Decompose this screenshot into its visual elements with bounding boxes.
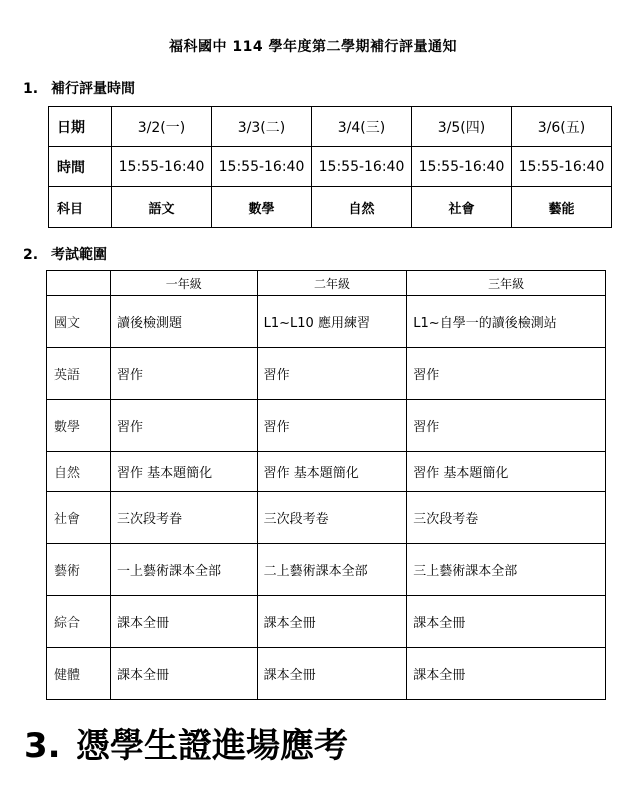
scope-row-integrative bbox=[47, 596, 606, 648]
schedule-time-cell: 15:55-16:40 bbox=[212, 147, 312, 187]
schedule-date-cell: 3/6(五) bbox=[512, 107, 612, 147]
scope-cell: 課本全冊 bbox=[407, 596, 606, 648]
exam-scope-table bbox=[46, 270, 606, 700]
schedule-subject-cell: 社會 bbox=[412, 187, 512, 228]
scope-cell: 習作 基本題簡化 bbox=[257, 452, 407, 492]
scope-subject-cell: 自然 bbox=[47, 452, 111, 492]
section-2-number: 2. bbox=[23, 247, 39, 263]
subject-row-label: 科目 bbox=[49, 187, 112, 228]
scope-cell: 習作 bbox=[257, 400, 407, 452]
scope-cell: 一上藝術課本全部 bbox=[111, 544, 258, 596]
schedule-date-row bbox=[49, 107, 612, 147]
scope-cell: 三次段考卷 bbox=[257, 492, 407, 544]
schedule-subject-cell: 自然 bbox=[312, 187, 412, 228]
scope-subject-cell: 社會 bbox=[47, 492, 111, 544]
schedule-subject-cell: 藝能 bbox=[512, 187, 612, 228]
grade-header-cell: 二年級 bbox=[257, 271, 407, 296]
scope-cell: 二上藝術課本全部 bbox=[257, 544, 407, 596]
scope-subject-cell: 健體 bbox=[47, 648, 111, 700]
grade-header-cell: 三年級 bbox=[407, 271, 606, 296]
header-corner-cell bbox=[47, 271, 111, 296]
scope-cell: 三次段考眷 bbox=[111, 492, 258, 544]
scope-row-english bbox=[47, 348, 606, 400]
scope-cell: L1~L10 應用練習 bbox=[257, 296, 407, 348]
scope-cell: 三次段考卷 bbox=[407, 492, 606, 544]
schedule-subject-row bbox=[49, 187, 612, 228]
schedule-date-cell: 3/5(四) bbox=[412, 107, 512, 147]
scope-subject-cell: 藝術 bbox=[47, 544, 111, 596]
scope-cell: 習作 bbox=[407, 348, 606, 400]
section-1-title: 補行評量時間 bbox=[51, 81, 135, 97]
section-3-title: 憑學生證進場應考 bbox=[76, 726, 348, 766]
scope-subject-cell: 綜合 bbox=[47, 596, 111, 648]
schedule-time-cell: 15:55-16:40 bbox=[112, 147, 212, 187]
scope-cell: 課本全冊 bbox=[257, 596, 407, 648]
schedule-time-cell: 15:55-16:40 bbox=[312, 147, 412, 187]
scope-cell: 習作 bbox=[407, 400, 606, 452]
grade-header-row bbox=[47, 271, 606, 296]
schedule-date-cell: 3/4(三) bbox=[312, 107, 412, 147]
scope-cell: 課本全冊 bbox=[111, 596, 258, 648]
notice-title: 福科國中 114 學年度第二學期補行評量通知 bbox=[169, 39, 457, 55]
scope-row-health-pe bbox=[47, 648, 606, 700]
schedule-time-row bbox=[49, 147, 612, 187]
scope-cell: L1~自學一的讀後檢測站 bbox=[407, 296, 606, 348]
schedule-date-cell: 3/2(一) bbox=[112, 107, 212, 147]
section-1-heading bbox=[23, 78, 135, 98]
scope-cell: 習作 bbox=[111, 400, 258, 452]
scope-row-chinese bbox=[47, 296, 606, 348]
section-2-title: 考試範圍 bbox=[51, 247, 107, 263]
scope-cell: 課本全冊 bbox=[111, 648, 258, 700]
scope-subject-cell: 英語 bbox=[47, 348, 111, 400]
scope-subject-cell: 國文 bbox=[47, 296, 111, 348]
schedule-time-cell: 15:55-16:40 bbox=[512, 147, 612, 187]
scope-row-social bbox=[47, 492, 606, 544]
schedule-table bbox=[48, 106, 612, 228]
section-3-number: 3. bbox=[24, 726, 61, 766]
date-row-label: 日期 bbox=[49, 107, 112, 147]
scope-cell: 習作 bbox=[257, 348, 407, 400]
scope-row-science bbox=[47, 452, 606, 492]
section-3-heading bbox=[24, 724, 348, 768]
scope-subject-cell: 數學 bbox=[47, 400, 111, 452]
scope-cell: 習作 基本題簡化 bbox=[407, 452, 606, 492]
scope-cell: 課本全冊 bbox=[407, 648, 606, 700]
section-2-heading bbox=[23, 244, 107, 264]
scope-cell: 習作 bbox=[111, 348, 258, 400]
time-row-label: 時間 bbox=[49, 147, 112, 187]
scope-cell: 三上藝術課本全部 bbox=[407, 544, 606, 596]
scope-row-math bbox=[47, 400, 606, 452]
section-1-number: 1. bbox=[23, 81, 39, 97]
scope-cell: 習作 基本題簡化 bbox=[111, 452, 258, 492]
scope-cell: 課本全冊 bbox=[257, 648, 407, 700]
schedule-date-cell: 3/3(二) bbox=[212, 107, 312, 147]
grade-header-cell: 一年級 bbox=[111, 271, 258, 296]
schedule-time-cell: 15:55-16:40 bbox=[412, 147, 512, 187]
schedule-subject-cell: 數學 bbox=[212, 187, 312, 228]
scope-cell: 讀後檢測題 bbox=[111, 296, 258, 348]
schedule-subject-cell: 語文 bbox=[112, 187, 212, 228]
scope-row-arts bbox=[47, 544, 606, 596]
